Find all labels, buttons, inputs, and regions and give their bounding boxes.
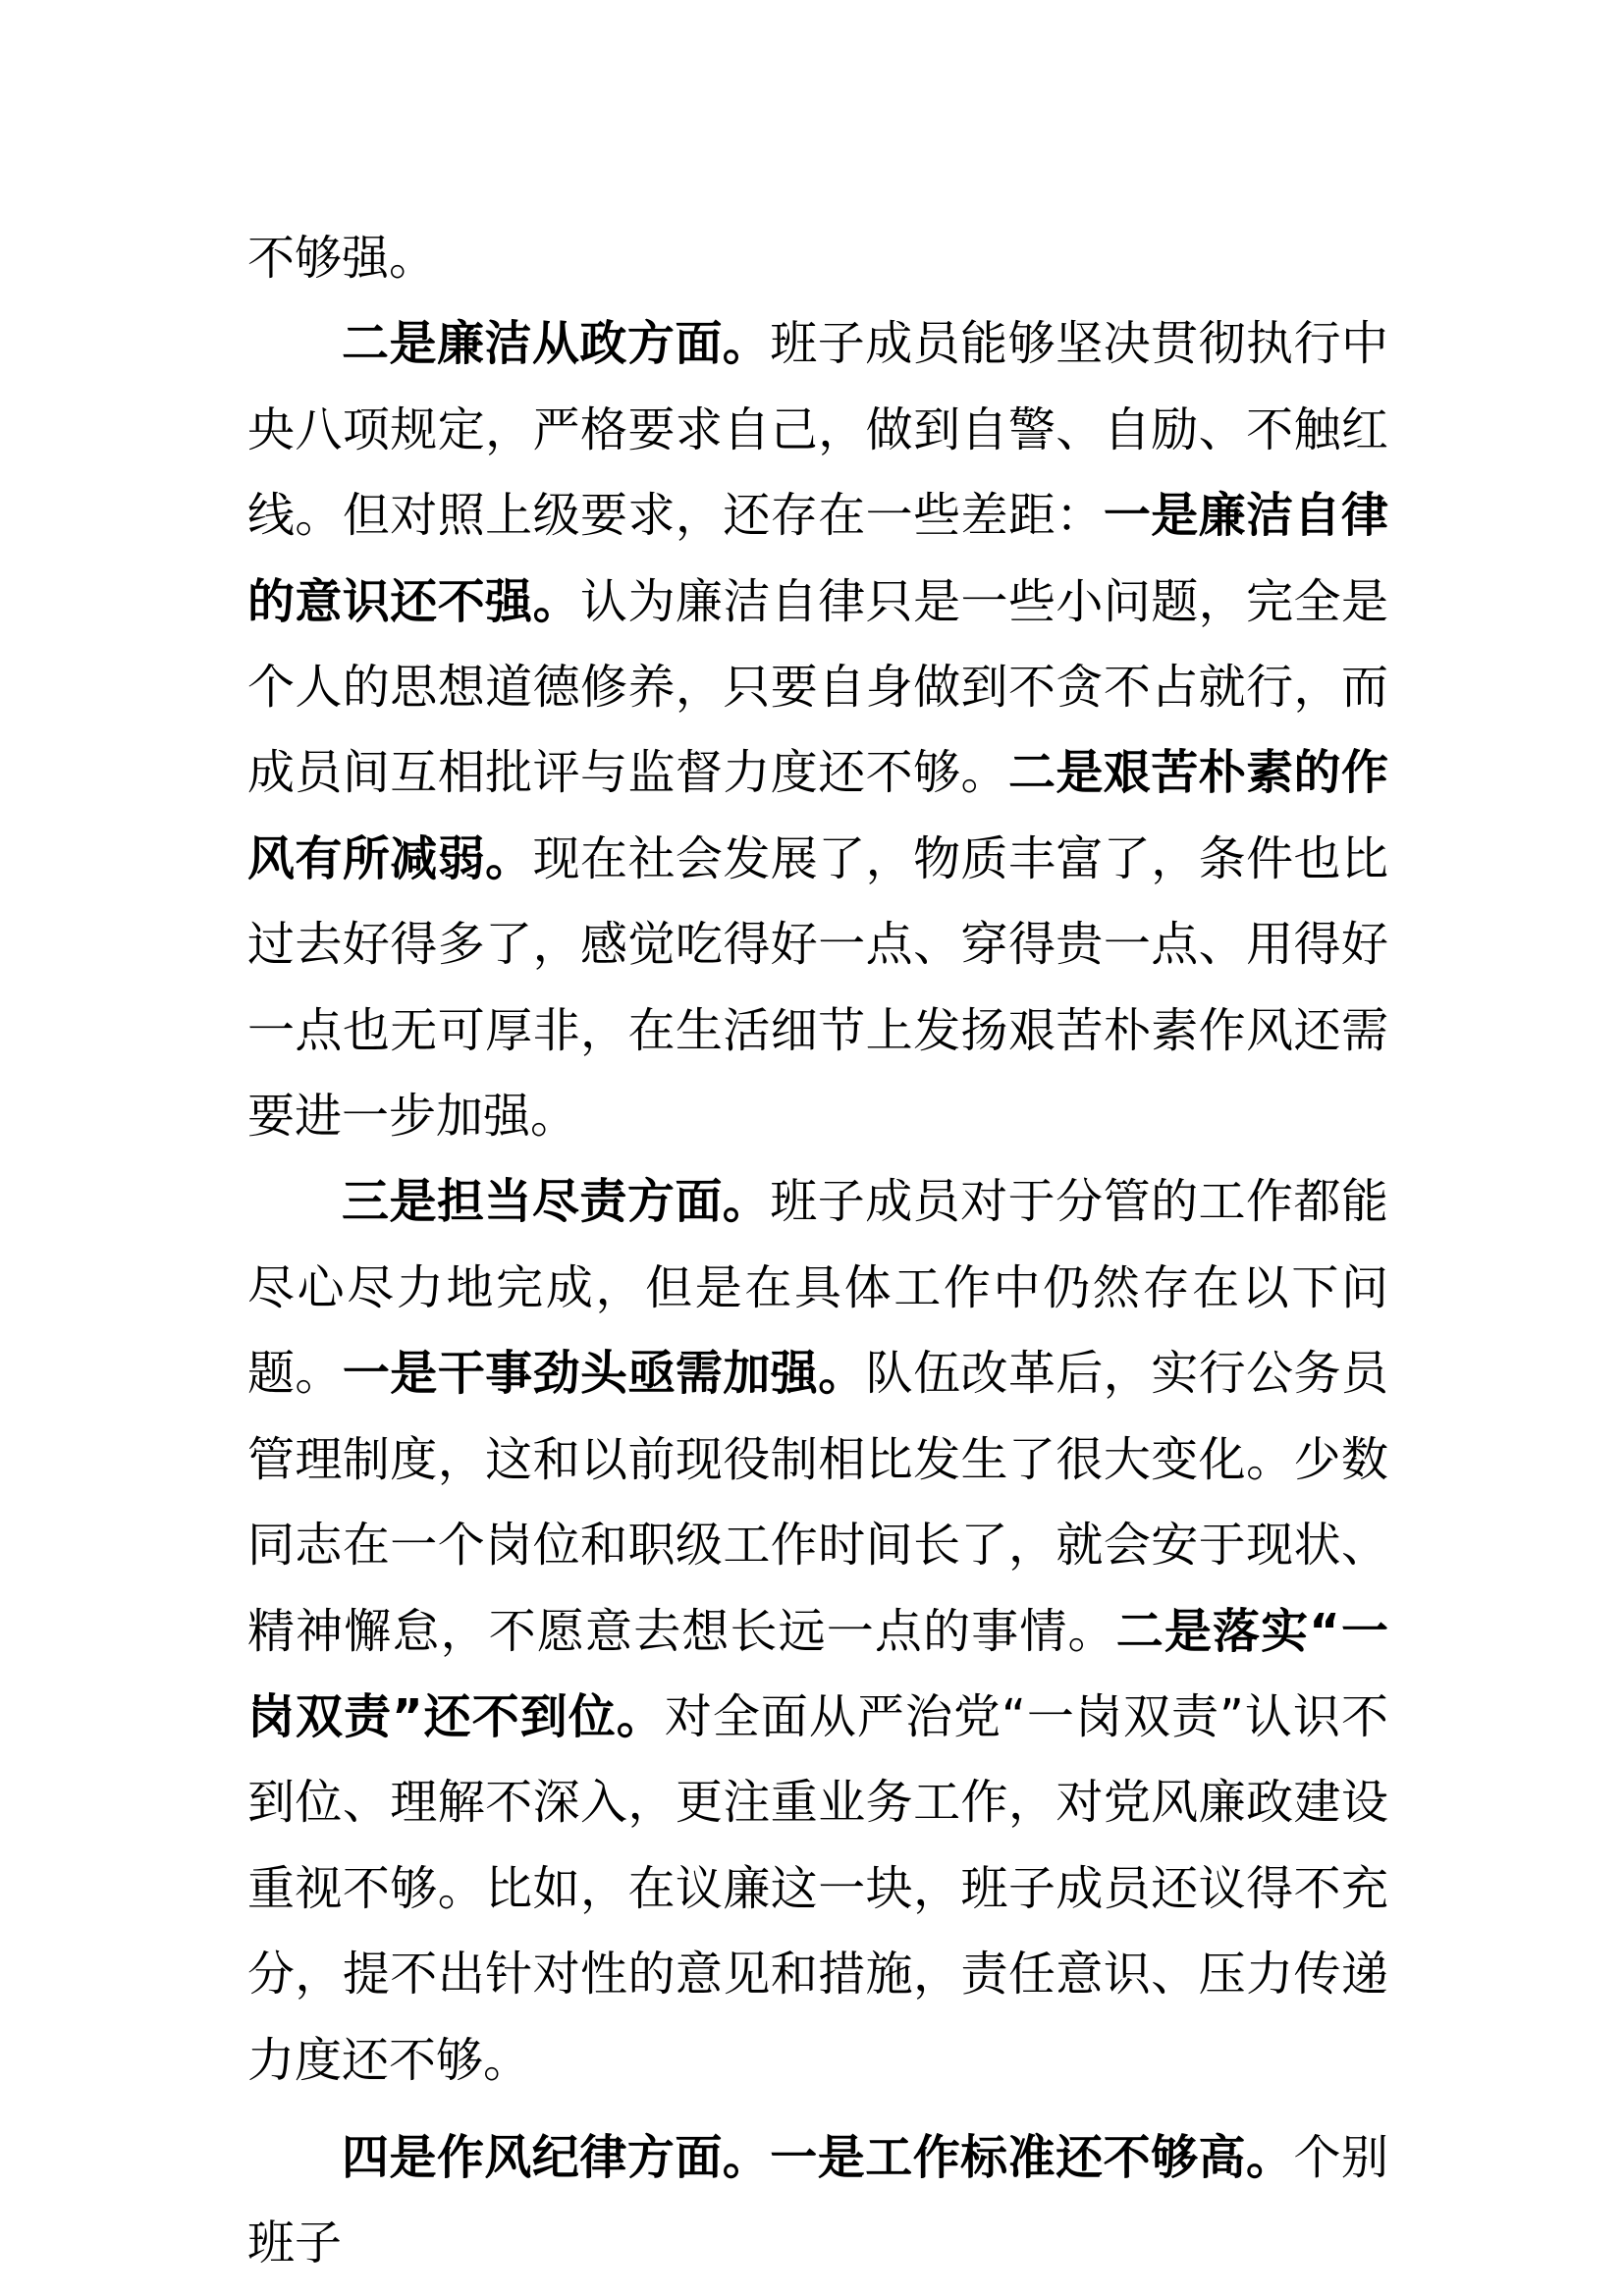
paragraph-integrity [247, 301, 1388, 1159]
section-heading: 三是担当尽责方面。 [342, 1174, 771, 1230]
point-heading: 一是干事劲头亟需加强。 [342, 1346, 866, 1402]
point-heading: 一是工作标准还不够高。 [770, 2129, 1294, 2185]
body-text: 队伍改革后，实行公务员管理制度，这和以前现役制相比发生了很大变化。少数同志在一个岗位和职级工作时间长了，就会安于现状、精神懈怠，不愿意去想长远一点的事情。 [247, 1346, 1388, 1659]
body-text: 现在社会发展了，物质丰富了，条件也比过去好得多了，感觉吃得好一点、穿得贵一点、用得好一点也无可厚非，在生活细节上发扬艰苦朴素作风还需要进一步加强。 [247, 830, 1388, 1145]
body-text: 个别班子 [247, 2129, 1388, 2271]
section-heading: 四是作风纪律方面。 [342, 2129, 771, 2185]
body-text: 班子成员对于分管的工作都能尽心尽力地完成，但是在具体工作中仍然存在以下问题。 [247, 1174, 1388, 1402]
body-text: 认为廉洁自律只是一些小问题，完全是个人的思想道德修养，只要自身做到不贪不占就行，而成员间互相批评与监督力度还不够。 [247, 573, 1388, 801]
body-text: 班子成员能够坚决贯彻执行中央八项规定，严格要求自己，做到自警、自励、不触红线。但对照上级要求，还存在一些差距： [247, 316, 1388, 544]
document-body [247, 216, 1388, 2287]
point-heading: 二是艰苦朴素的作风有所减弱。 [247, 745, 1388, 886]
body-text: 不够强。 [247, 231, 437, 286]
paragraph-discipline [247, 2115, 1388, 2287]
body-text: 对全面从严治党“一岗双责”认识不到位、理解不深入，更注重业务工作，对党风廉政建设重视不够。比如，在议廉这一块，班子成员还议得不充分，提不出针对性的意见和措施，责任意识、压力传递力度还不够。 [247, 1688, 1388, 2088]
paragraph-responsibility [247, 1159, 1388, 2103]
point-heading: 二是落实“一岗双责”还不到位。 [247, 1603, 1388, 1744]
paragraph-1 [247, 216, 1388, 301]
section-heading: 二是廉洁从政方面。 [342, 316, 771, 372]
point-heading: 一是廉洁自律的意识还不强。 [247, 488, 1388, 629]
